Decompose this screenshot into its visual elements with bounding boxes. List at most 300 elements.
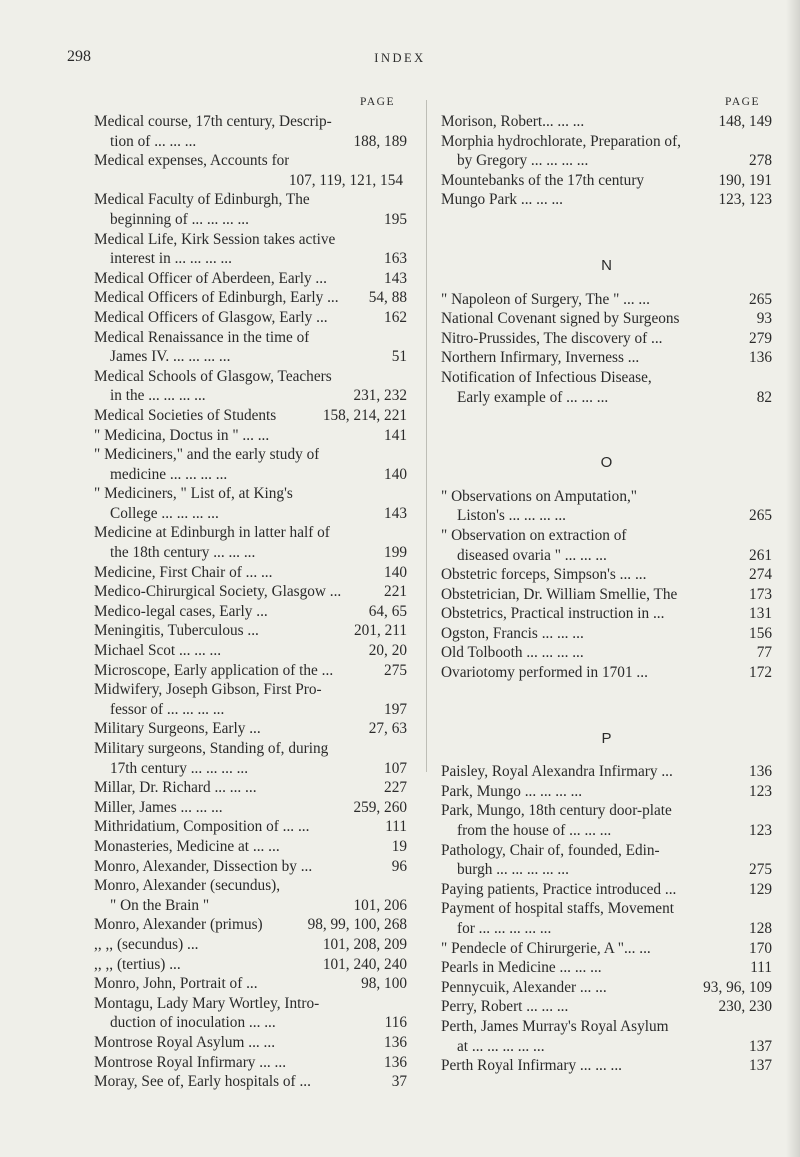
page-refs: 162 [384, 308, 407, 326]
entry-line [441, 782, 772, 802]
page-refs: 123, 123 [718, 191, 772, 209]
index-entry [94, 837, 407, 857]
entry-text: Medical course, 17th century, Descrip- [94, 113, 332, 130]
index-entry [94, 563, 407, 583]
section-entries [441, 762, 772, 1076]
entry-text: " Observation on extraction of [441, 526, 627, 544]
entry-text: Morison, Robert... ... ... [441, 113, 585, 130]
page-refs: 136 [749, 763, 772, 781]
entry-line [94, 700, 407, 720]
index-entry [94, 1072, 407, 1092]
entry-text: Montagu, Lady Mary Wortley, Intro- [94, 994, 320, 1012]
entry-line [441, 526, 772, 546]
entry-text: Meningitis, Tuberculous ... [94, 622, 259, 640]
page-edge [786, 0, 800, 1157]
entry-text: Morphia hydrochlorate, Preparation of, [441, 132, 681, 150]
index-entry [441, 801, 772, 840]
entry-line [441, 506, 772, 526]
page-refs: 107 [384, 759, 407, 777]
index-entry [441, 329, 772, 349]
index-entry [94, 778, 407, 798]
entry-line [441, 585, 772, 605]
index-entry [94, 288, 407, 308]
entry-text: medicine ... ... ... ... [110, 465, 228, 483]
index-entry [441, 643, 772, 663]
page-refs: 170 [749, 939, 772, 957]
entry-line [94, 915, 407, 935]
entry-line [94, 641, 407, 661]
entry-text: Montrose Royal Asylum ... ... [94, 1033, 276, 1051]
entry-text: Perth Royal Infirmary ... ... ... [441, 1057, 622, 1075]
entry-text: Miller, James ... ... ... [94, 798, 223, 816]
index-entry [441, 880, 772, 900]
entry-text: duction of inoculation ... ... [110, 1014, 276, 1032]
index-entry [94, 602, 407, 622]
page-refs: 201, 211 [354, 622, 407, 640]
entry-line [94, 347, 407, 367]
index-entry [94, 974, 407, 994]
entry-text: Microscope, Early application of the ... [94, 661, 334, 679]
index-entry [441, 978, 772, 998]
index-entry [94, 661, 407, 681]
index-entry [94, 798, 407, 818]
entry-line [94, 876, 407, 896]
entry-line [94, 308, 407, 328]
entry-line [441, 801, 772, 821]
page-refs: 111 [385, 818, 407, 836]
index-entry [94, 621, 407, 641]
entry-line [94, 269, 407, 289]
entry-text: Early example of ... ... ... [457, 388, 609, 406]
entry-line [441, 899, 772, 919]
entry-line [94, 817, 407, 837]
entry-line [441, 997, 772, 1017]
index-entry [94, 1033, 407, 1053]
page-refs: 93, 96, 109 [703, 978, 772, 996]
page-refs: 278 [749, 152, 772, 170]
entry-text: " On the Brain " [110, 896, 210, 914]
entry-text: Medical Schools of Glasgow, Teachers [94, 367, 332, 385]
page-refs: 123 [749, 782, 772, 800]
index-entry [441, 190, 772, 210]
entry-line [94, 974, 407, 994]
index-entry [94, 367, 407, 406]
entry-line [94, 504, 407, 524]
page-refs: 101, 208, 209 [322, 935, 407, 953]
entry-text: the 18th century ... ... ... [110, 544, 256, 562]
entry-line [94, 1053, 407, 1073]
page-refs: 172 [749, 664, 772, 682]
entry-text: Paisley, Royal Alexandra Infirmary ... [441, 763, 673, 781]
left-column [94, 95, 407, 1092]
entry-line [441, 132, 772, 152]
index-entry [441, 565, 772, 585]
entry-line [441, 643, 772, 663]
page-refs: 199 [384, 544, 407, 562]
entry-line [94, 230, 407, 250]
entry-text: " Mediciners, " List of, at King's [94, 485, 293, 503]
entry-line [94, 367, 407, 387]
entry-text: Pathology, Chair of, founded, Edin- [441, 841, 660, 859]
index-entry [94, 719, 407, 739]
index-entry [441, 782, 772, 802]
page-refs: 111 [750, 959, 772, 977]
entry-line [441, 821, 772, 841]
entry-line [94, 288, 407, 308]
index-entry [94, 484, 407, 523]
page-refs: 137 [749, 1037, 772, 1055]
entry-line [94, 406, 407, 426]
entry-text: " Medicina, Doctus in " ... ... [94, 426, 270, 444]
entry-text: Millar, Dr. Richard ... ... ... [94, 779, 257, 797]
entry-line [94, 465, 407, 485]
entry-text: Monro, Alexander, Dissection by ... [94, 857, 313, 875]
entry-text: Ovariotomy performed in 1701 ... [441, 664, 648, 682]
column-divider [426, 100, 427, 772]
index-entry [94, 426, 407, 446]
page-refs: 82 [756, 388, 772, 406]
page-refs: 129 [749, 880, 772, 898]
page-refs: 77 [756, 644, 772, 662]
entry-text: beginning of ... ... ... ... [110, 210, 249, 228]
entry-line [94, 171, 407, 191]
entry-line [441, 663, 772, 683]
entry-text: by Gregory ... ... ... ... [457, 152, 589, 170]
entry-line [94, 994, 407, 1014]
entry-line [441, 860, 772, 880]
entry-line [94, 190, 407, 210]
entry-text: Liston's ... ... ... ... [457, 507, 566, 525]
entry-line [94, 563, 407, 583]
index-entry [441, 958, 772, 978]
entry-text: National Covenant signed by Surgeons [441, 310, 680, 328]
index-entry [94, 230, 407, 269]
entry-line [94, 112, 407, 132]
entry-line [94, 328, 407, 348]
entry-line [94, 798, 407, 818]
page-refs: 275 [384, 661, 407, 679]
entry-line [94, 935, 407, 955]
section-entries [441, 487, 772, 683]
page-refs: 230, 230 [718, 998, 772, 1016]
index-entry [441, 624, 772, 644]
entry-text: Medical Societies of Students [94, 406, 277, 424]
entry-text: Michael Scot ... ... ... [94, 642, 222, 660]
entry-text: " Mediciners," and the early study of [94, 446, 320, 464]
index-entry [94, 328, 407, 367]
page-refs: 128 [749, 920, 772, 937]
index-entry [441, 290, 772, 310]
entry-line [441, 604, 772, 624]
entry-text: College ... ... ... ... [110, 504, 219, 522]
entry-line [441, 939, 772, 959]
index-entry [441, 487, 772, 526]
index-entry [94, 817, 407, 837]
entry-text: Mountebanks of the 17th century [441, 171, 645, 189]
entry-line [441, 112, 772, 132]
index-entry [94, 523, 407, 562]
entry-text: for ... ... ... ... ... [457, 920, 552, 937]
index-entry [441, 526, 772, 565]
entry-line [441, 309, 772, 329]
entry-line [94, 426, 407, 446]
index-entry [441, 368, 772, 407]
entry-line [441, 487, 772, 507]
page-refs: 116 [384, 1014, 407, 1032]
entry-text: Park, Mungo ... ... ... ... [441, 782, 583, 800]
entry-text: Medico-Chirurgical Society, Glasgow ... [94, 583, 342, 601]
entry-text: Medical Officer of Aberdeen, Early ... [94, 269, 327, 287]
entry-text: burgh ... ... ... ... ... [457, 861, 569, 879]
entry-line [94, 837, 407, 857]
entry-text: Monro, Alexander (primus) [94, 916, 263, 934]
entry-text: Ogston, Francis ... ... ... [441, 624, 584, 642]
page-refs: 136 [749, 349, 772, 367]
entry-line [441, 348, 772, 368]
page-refs: 221 [384, 583, 407, 601]
entry-line [94, 543, 407, 563]
entry-text: Old Tolbooth ... ... ... ... [441, 644, 584, 662]
entry-text: 17th century ... ... ... ... [110, 759, 249, 777]
entry-line [94, 896, 407, 916]
entry-line [94, 955, 407, 975]
page-refs: 96 [391, 857, 407, 875]
page-number: 298 [67, 48, 91, 65]
entry-line [94, 1033, 407, 1053]
page-refs: 275 [749, 861, 772, 879]
entry-line [94, 249, 407, 269]
page-refs: 259, 260 [353, 798, 407, 816]
page-refs: 265 [749, 507, 772, 525]
index-entry [441, 604, 772, 624]
right-sections [441, 256, 772, 1076]
index-entry [94, 876, 407, 915]
entry-text: " Napoleon of Surgery, The " ... ... [441, 290, 650, 308]
entry-line [441, 565, 772, 585]
index-entry [441, 132, 772, 171]
entry-text: tion of ... ... ... [110, 132, 197, 150]
page-refs: 188, 189 [353, 132, 407, 150]
section-letter: O [600, 454, 613, 472]
page-refs: 27, 63 [368, 720, 407, 738]
page-refs: 227 [384, 779, 407, 797]
entry-text: Medicine at Edinburgh in latter half of [94, 524, 330, 542]
entry-text: Obstetric forceps, Simpson's ... ... [441, 566, 647, 584]
page-refs: 107, 119, 121, 154 [288, 171, 403, 189]
entry-line [441, 190, 772, 210]
entry-text: Moray, See of, Early hospitals of ... [94, 1073, 311, 1091]
page-refs: 143 [384, 504, 407, 522]
entry-line [94, 484, 407, 504]
page-refs: 141 [384, 426, 407, 444]
page-label: PAGE [725, 96, 760, 108]
page-refs: 137 [749, 1057, 772, 1075]
page-refs: 98, 100 [361, 975, 407, 993]
entry-line [94, 132, 407, 152]
index-entry [94, 955, 407, 975]
entry-text: Medical Renaissance in the time of [94, 328, 310, 346]
entry-line [94, 602, 407, 622]
entry-text: Monasteries, Medicine at ... ... [94, 837, 280, 855]
page-refs: 156 [749, 624, 772, 642]
index-entry [441, 112, 772, 132]
section-letter: N [601, 256, 612, 274]
entry-text: ,, ,, (secundus) ... [94, 935, 199, 953]
index-entry [94, 641, 407, 661]
entry-line [94, 719, 407, 739]
page-refs: 143 [384, 269, 407, 287]
page-refs: 93 [756, 310, 772, 328]
entry-text: ,, ,, (tertius) ... [94, 955, 181, 973]
entry-line [441, 171, 772, 191]
entry-line [441, 880, 772, 900]
entry-text: Perth, James Murray's Royal Asylum [441, 1017, 669, 1035]
index-entry [441, 1017, 772, 1056]
entry-text: Mithridatium, Composition of ... ... [94, 818, 310, 836]
index-entry [441, 348, 772, 368]
page-refs: 51 [391, 348, 407, 366]
entry-text: from the house of ... ... ... [457, 822, 612, 840]
index-entry [94, 269, 407, 289]
entry-text: Northern Infirmary, Inverness ... [441, 349, 640, 367]
entry-text: " Observations on Amputation," [441, 487, 638, 505]
entry-line [441, 841, 772, 861]
entry-text: Obstetrics, Practical instruction in ... [441, 605, 665, 623]
entry-text: Monro, John, Portrait of ... [94, 975, 258, 993]
index-entry [94, 680, 407, 719]
entry-text: Medical Officers of Edinburgh, Early ... [94, 289, 339, 307]
page-refs: 101, 206 [353, 896, 407, 914]
entry-line [94, 151, 407, 171]
page-refs: 54, 88 [368, 289, 407, 307]
entry-line [441, 762, 772, 782]
entry-text: Montrose Royal Infirmary ... ... [94, 1053, 287, 1071]
entry-line [441, 978, 772, 998]
entry-line [441, 919, 772, 939]
entry-text: Medical Officers of Glasgow, Early ... [94, 308, 328, 326]
page-refs: 279 [749, 329, 772, 347]
entry-line [94, 621, 407, 641]
right-column [441, 95, 772, 1076]
page-refs: 101, 240, 240 [322, 955, 407, 973]
entry-text: fessor of ... ... ... ... [110, 700, 225, 718]
entry-text: Medicine, First Chair of ... ... [94, 563, 273, 581]
page-refs: 37 [391, 1073, 407, 1091]
entry-line [441, 329, 772, 349]
entry-line [94, 759, 407, 779]
page-refs: 136 [384, 1053, 407, 1071]
entry-text: Medical Life, Kirk Session takes active [94, 230, 336, 248]
entry-line [441, 1037, 772, 1057]
entry-text: Medical Faculty of Edinburgh, The [94, 191, 310, 209]
entry-text: " Pendecle of Chirurgerie, A "... ... [441, 939, 651, 957]
index-entry [94, 1053, 407, 1073]
entry-text: Mungo Park ... ... ... [441, 191, 563, 209]
entry-text: at ... ... ... ... ... [457, 1037, 545, 1055]
entry-text: Military Surgeons, Early ... [94, 720, 261, 738]
index-entry [94, 151, 407, 190]
entry-text: Midwifery, Joseph Gibson, First Pro- [94, 681, 322, 699]
index-entry [94, 857, 407, 877]
index-entry [94, 445, 407, 484]
left-entries [94, 112, 407, 1092]
entry-line [441, 368, 772, 388]
index-entry [441, 171, 772, 191]
entry-text: Medical expenses, Accounts for [94, 152, 290, 170]
index-entry [94, 308, 407, 328]
entry-line [94, 739, 407, 759]
page-refs: 140 [384, 465, 407, 483]
entry-text: Obstetrician, Dr. William Smellie, The [441, 585, 678, 603]
page-refs: 195 [384, 210, 407, 228]
entry-text: Payment of hospital staffs, Movement [441, 900, 674, 918]
entry-line [94, 661, 407, 681]
entry-line [441, 1017, 772, 1037]
page-refs: 123 [749, 822, 772, 840]
entry-line [94, 680, 407, 700]
entry-text: Medico-legal cases, Early ... [94, 602, 268, 620]
page-refs: 64, 65 [368, 602, 407, 620]
entry-text: Pennycuik, Alexander ... ... [441, 978, 607, 996]
entry-line [441, 1056, 772, 1076]
index-entry [441, 663, 772, 683]
index-entry [441, 585, 772, 605]
index-entry [94, 112, 407, 151]
page-refs: 98, 99, 100, 268 [307, 916, 407, 934]
index-entry [441, 899, 772, 938]
entry-text: Perry, Robert ... ... ... [441, 998, 569, 1016]
entry-text: diseased ovaria " ... ... ... [457, 546, 607, 564]
index-entry [94, 739, 407, 778]
entry-line [94, 1072, 407, 1092]
index-entry [94, 915, 407, 935]
entry-line [441, 151, 772, 171]
entry-text: Park, Mungo, 18th century door-plate [441, 802, 672, 820]
right-top-entries [441, 112, 772, 210]
page-refs: 173 [749, 585, 772, 603]
page-refs: 140 [384, 563, 407, 581]
entry-text: Monro, Alexander (secundus), [94, 877, 281, 895]
page-refs: 136 [384, 1033, 407, 1051]
entry-line [441, 388, 772, 408]
entry-text: James IV. ... ... ... ... [110, 348, 231, 366]
page-refs: 163 [384, 250, 407, 268]
entry-line [94, 857, 407, 877]
entry-text: Paying patients, Practice introduced ... [441, 880, 677, 898]
index-entry [441, 309, 772, 329]
entry-text: Notification of Infectious Disease, [441, 368, 652, 386]
page-refs: 197 [384, 700, 407, 718]
page-refs: 231, 232 [353, 387, 407, 405]
entry-line [94, 778, 407, 798]
index-entry [94, 935, 407, 955]
page-refs: 274 [749, 566, 772, 584]
page-refs: 131 [749, 605, 772, 623]
entry-line [441, 958, 772, 978]
entry-text: Nitro-Prussides, The discovery of ... [441, 329, 663, 347]
page-refs: 148, 149 [718, 113, 772, 130]
index-entry [94, 582, 407, 602]
page-refs: 261 [749, 546, 772, 564]
index-entry [441, 762, 772, 782]
section-entries [441, 290, 772, 408]
index-entry [441, 939, 772, 959]
entry-line [441, 624, 772, 644]
running-head: INDEX [374, 51, 426, 65]
entry-line [94, 523, 407, 543]
page-refs: 190, 191 [718, 171, 772, 189]
entry-line [441, 546, 772, 566]
